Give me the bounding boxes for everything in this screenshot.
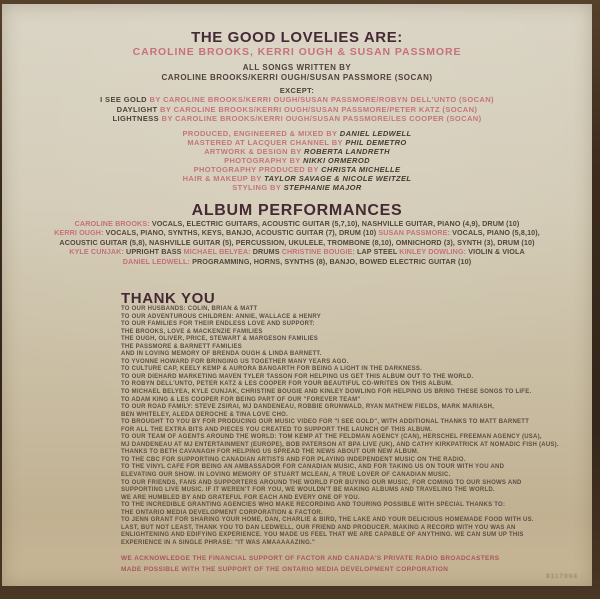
production-credit-line [2,138,592,147]
thank-you-line: TO ROBYN DELL'UNTO, PETER KATZ & LES COOPER FOR YOUR BEAUTIFUL CO-WRITES ON THIS ALBUM. [121,381,454,388]
performance-instruments: DRUMS [250,247,282,257]
album-back-cover [2,4,592,586]
thank-you-line: THANKS TO BETH CAVANAGH FOR HELPING US SPREAD THE NEWS ABOUT OUR NEW ALBUM. [121,449,419,456]
performer-name: CAROLINE BROOKS: [74,219,150,228]
performer-name: DANIEL LEDWELL: [122,256,191,266]
thank-you-line: TO OUR ADVENTUROUS CHILDREN: ANNIE, WALLACE & HENRY [121,313,321,320]
thank-you-line: TO OUR HUSBANDS: COLIN, BRIAN & MATT [121,306,258,312]
songwriting-credit-line1: ALL SONGS WRITTEN BY [242,63,352,72]
credit-name: TAYLOR SAVAGE & NICOLE WEITZEL [264,174,412,183]
song-writers: BY CAROLINE BROOKS/KERRI OUGH/SUSAN PASSMORE/ROBYN DELL'UNTO (SOCAN) [149,95,494,105]
song-title: I SEE GOLD [100,95,150,105]
songwriting-credit [2,63,592,82]
performance-instruments: VOCALS, PIANO (5,8,10), [449,228,540,238]
credit-name: STEPHANIE MAJOR [283,183,362,192]
thank-you-line: ELEVATING OUR SHOW. IN LOVING MEMORY OF STUART MCLEAN, A TRUE LOVER OF CANADIAN MUSIC. [121,472,451,479]
credit-role: STYLING BY [232,183,284,192]
thank-you-line: TO JENN GRANT FOR SHARING YOUR HOME, DAN, CHARLIE & BIRD, THE LAKE AND YOUR DELICIOUS HOMEMADE FOOD WITH US. [121,517,534,524]
performance-instruments: VOCALS, ELECTRIC GUITARS, ACOUSTIC GUITAR (5,7,10), NASHVILLE GUITAR, PIANO (4,9), DRUM (10) [149,219,520,228]
thank-you-line: TO ADAM KING & LES COOPER FOR BEING PART OF OUR "FOREVER TEAM" [121,396,361,403]
performance-line [2,228,592,237]
exception-song-list [2,95,592,123]
funding-line: MADE POSSIBLE WITH THE SUPPORT OF THE ONTARIO MEDIA DEVELOPMENT CORPORATION [121,565,449,573]
exception-song-line [2,105,592,114]
songwriting-credit-line2: CAROLINE BROOKS/KERRI OUGH/SUSAN PASSMORE (SOCAN) [161,72,433,82]
faint-corner-code: 8117004 [546,573,578,580]
except-label: EXCEPT: [279,86,315,95]
credit-name: NIKKI ORMEROD [303,156,370,165]
performer-name: MICHAEL BELYEA: [183,247,251,257]
thank-you-line: TO THE INCREDIBLE GRANTING AGENCIES WHO MAKE RECORDING AND TOURING POSSIBLE WITH SPECIAL THANKS TO: [121,502,506,509]
thank-you-line: EXPERIENCE IN A SINGLE PHRASE: "IT WAS AMAAAAAZING." [121,539,316,546]
credit-name: DANIEL LEDWELL [339,129,412,138]
production-credit-line [2,156,592,165]
thank-you-line: AND IN LOVING MEMORY OF BRENDA OUGH & LINDA BARNETT. [121,351,322,358]
thank-you-line: ENLIGHTENING AND EDIFYING EXPERIENCE. YOU MADE US FEEL THAT WE ARE CAPABLE OF ANYTHING. WE CAN SUM UP THIS [121,532,524,539]
songwriting-exceptions [2,86,592,124]
performance-line [2,238,592,247]
thank-you-line: SUPPORTING LIVE MUSIC. IF IT WEREN'T FOR YOU, WE WOULDN'T BE MAKING ALBUMS AND TRAVELING THE WORLD. [121,487,495,494]
thank-you-heading: THANK YOU [121,290,216,307]
production-credit-line [2,183,592,192]
credit-role: PHOTOGRAPHY PRODUCED BY [193,165,322,174]
song-writers: BY CAROLINE BROOKS/KERRI OUGH/SUSAN PASSMORE/PETER KATZ (SOCAN) [160,104,478,114]
thank-you-line: TO CULTURE CAP, KEELY KEMP & AURORA BANGARTH FOR BEING A LIGHT IN THE DARKNESS. [121,366,423,373]
credit-role: HAIR & MAKEUP BY [182,174,265,183]
credit-role: PHOTOGRAPHY BY [224,156,304,165]
thank-you-line: LAST, BUT NOT LEAST, THANK YOU TO DAN LEDWELL, OUR FRIEND AND PRODUCER. MAKING A RECORD WITH YOU WAS AN [121,524,516,531]
album-performances-heading: ALBUM PERFORMANCES [191,202,403,219]
credit-name: CHRISTA MICHELLE [321,165,401,174]
exception-song-line [2,114,592,123]
credit-role: PRODUCED, ENGINEERED & MIXED BY [182,129,340,138]
performance-line [2,247,592,256]
production-credits [2,129,592,192]
song-writers: BY CAROLINE BROOKS/KERRI OUGH/SUSAN PASSMORE/LES COOPER (SOCAN) [161,114,482,124]
thank-you-line: WE ARE HUMBLED BY AND GRATEFUL FOR EACH AND EVERY ONE OF YOU. [121,494,360,501]
performer-name: SUSAN PASSMORE: [378,228,450,238]
thank-you-line: TO MICHAEL BELYEA, KYLE CUNJAK, CHRISTINE BOUGIE AND KINLEY DOWLING FOR HELPING US BRING THESE SONGS TO LIFE. [121,389,532,396]
credit-role: ARTWORK & DESIGN BY [204,147,305,156]
thank-you-line: MJ DANDENEAU AT MJ ENTERTAINMENT (EUROPE), BOB PATERSON AT BPA LIVE (UK), AND CATHY KIRKPATRICK AT NOMADIC FISH (AUS). [121,441,559,448]
credit-role: MASTERED AT LACQUER CHANNEL BY [187,138,346,147]
thank-you-line: TO OUR DIEHARD MARKETING MAVEN TYLER TASSON FOR HELPING US GET THIS ALBUM OUT TO THE WORLD. [121,373,474,380]
performer-name: KERRI OUGH: [54,228,104,238]
performer-name: KYLE CUNJAK: [69,247,124,257]
production-credit-line [2,147,592,156]
thank-you-line: TO BROUGHT TO YOU BY FOR PRODUCING OUR MUSIC VIDEO FOR "I SEE GOLD", WITH ADDITIONAL THANKS TO MATT BARNETT [121,419,530,426]
performance-instruments: LAP STEEL [354,247,400,257]
thank-you-line: THE PASSMORE & BARNETT FAMILIES [121,343,242,350]
thank-you-line: TO THE VINYL CAFE FOR BEING AN AMBASSADOR FOR CANADIAN MUSIC, AND FOR TAKING US ON TOUR WITH YOU AND [121,464,505,471]
exception-song-line [2,95,592,104]
page-title: THE GOOD LOVELIES ARE: [191,29,403,46]
production-credit-line [2,174,592,183]
performance-instruments: VIOLIN & VIOLA [466,247,525,257]
song-title: LIGHTNESS [112,114,162,124]
thank-you-line: FOR ALL THE EXTRA BITS AND PIECES YOU CREATED TO SUPPORT THE LAUNCH OF THIS ALBUM. [121,426,433,433]
thank-you-line: TO OUR FRIENDS, FANS AND SUPPORTERS AROUND THE WORLD FOR BUYING OUR MUSIC, FOR COMING TO OUR SHOWS AND [121,479,522,486]
song-title: DAYLIGHT [116,104,160,114]
funding-line: WE ACKNOWLEDGE THE FINANCIAL SUPPORT OF FACTOR AND CANADA'S PRIVATE RADIO BROADCASTERS [121,555,500,562]
band-members-line: CAROLINE BROOKS, KERRI OUGH & SUSAN PASSMORE [132,46,462,58]
thank-you-line: THE ONTARIO MEDIA DEVELOPMENT CORPORATION & FACTOR. [121,509,323,516]
album-performances-list [2,219,592,266]
production-credit-line [2,129,592,138]
funding-acknowledgement [121,554,499,575]
thank-you-line: BEN WHITELEY, ALEDA DEROCHE & TINA LOVE CHO. [121,411,289,418]
thank-you-line: THE OUGH, OLIVER, PRICE, STEWART & MARGESON FAMILIES [121,336,319,343]
performer-name: CHRISTINE BOUGIE: [281,247,355,257]
thank-you-line: THE BROOKS, LOVE & MACKENZIE FAMILIES [121,328,263,335]
performance-instruments: ACOUSTIC GUITAR (5,8), NASHVILLE GUITAR (5), PERCUSSION, UKULELE, TROMBONE (8,10), OMNICHORD (3), SYNTH (3), DRUM (10) [59,237,535,247]
performance-instruments: UPRIGHT BASS [123,247,184,257]
thank-you-line: TO THE CBC FOR SUPPORTING CANADIAN ARTISTS AND FOR PLAYING INDEPENDENT MUSIC ON THE RADIO. [121,456,466,463]
performance-instruments: PROGRAMMING, HORNS, SYNTHS (8), BANJO, BOWED ELECTRIC GUITAR (10) [190,256,472,266]
performer-name: KINLEY DOWLING: [399,247,467,257]
performance-line [2,257,592,266]
performance-line [2,219,592,228]
credit-name: PHIL DEMETRO [345,138,407,147]
production-credit-line [2,165,592,174]
thank-you-line: TO OUR ROAD FAMILY: STEVE ZSIRAI, MJ DANDENEAU, ROBBIE GRUNWALD, RYAN MATHEW FIELDS, MARK MARIASH, [121,404,495,411]
credit-name: ROBERTA LANDRETH [304,147,390,156]
thank-you-line: TO OUR TEAM OF AGENTS AROUND THE WORLD: TOM KEMP AT THE FELDMAN AGENCY (CAN), HERSCHEL FREEMAN AGENCY (USA), [121,434,542,441]
thank-you-line: TO YVONNE HOWARD FOR BRINGING US TOGETHER MANY YEARS AGO. [121,358,349,365]
thank-you-list [121,306,559,548]
thank-you-line: TO OUR FAMILIES FOR THEIR ENDLESS LOVE AND SUPPORT: [121,321,315,328]
performance-instruments: VOCALS, PIANO, SYNTHS, KEYS, BANJO, ACOUSTIC GUITAR (7), DRUM (10) [103,228,379,238]
